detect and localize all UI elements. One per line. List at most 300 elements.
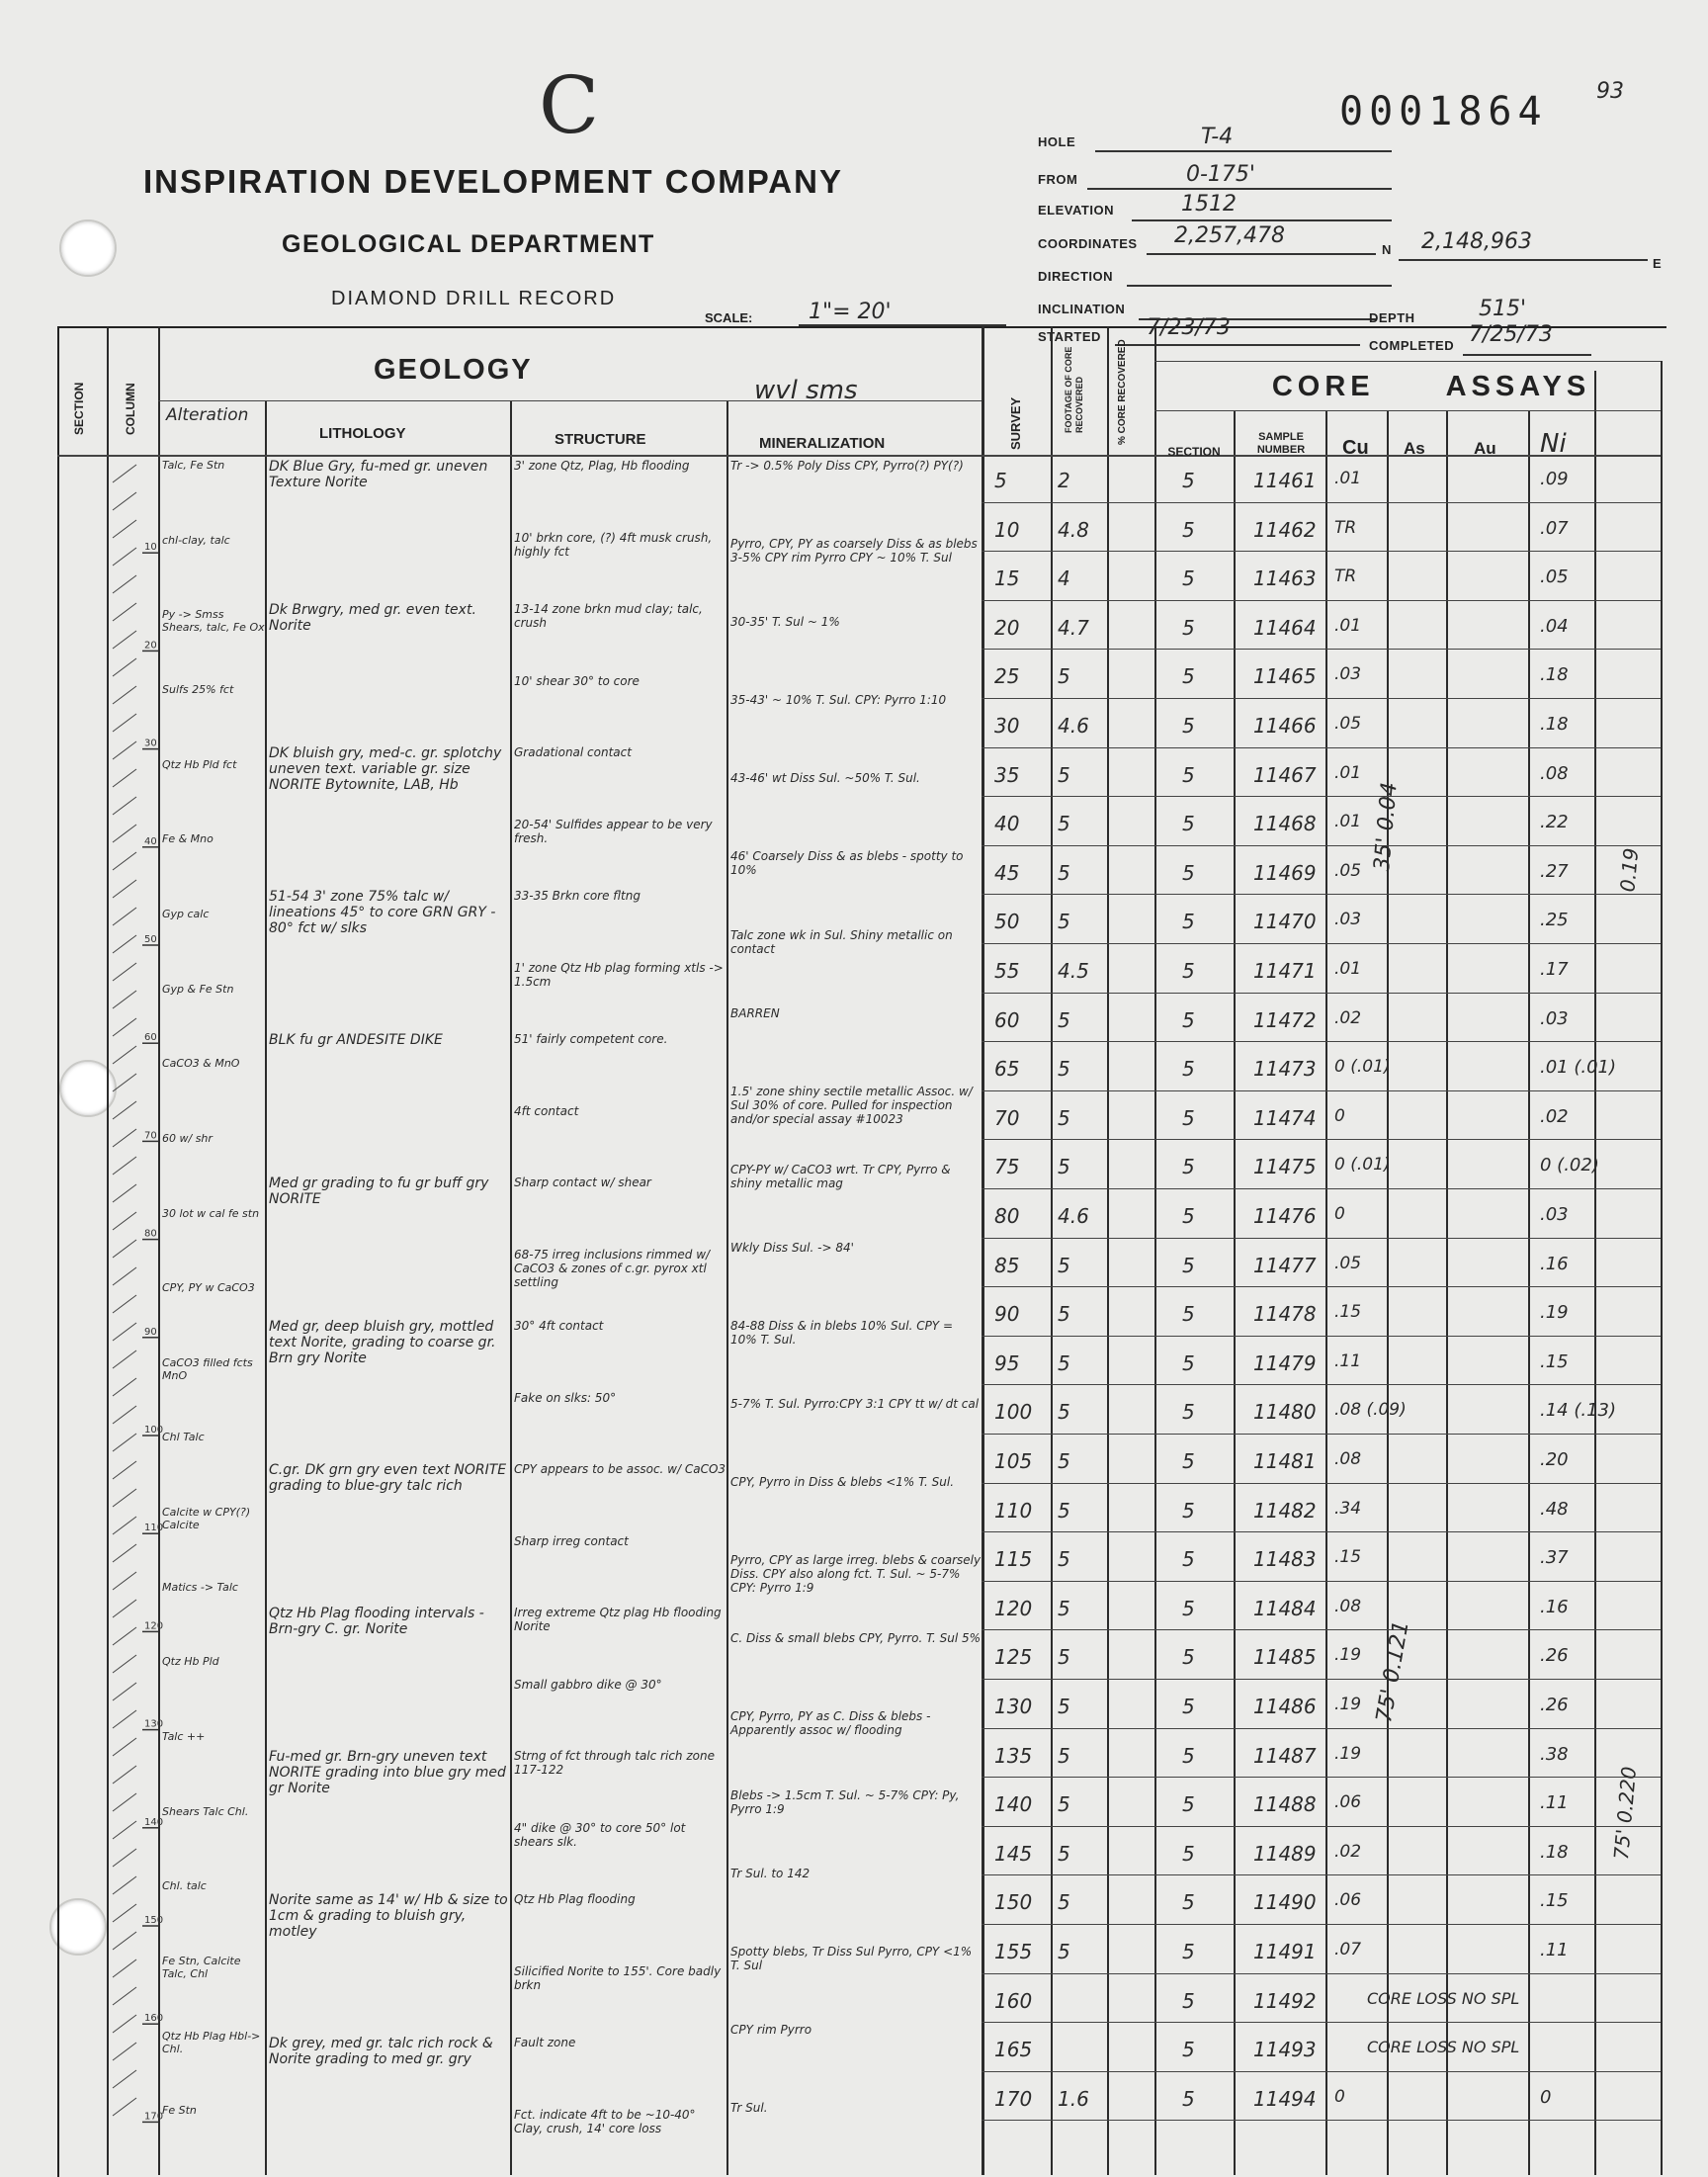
column-hatch [113, 1046, 136, 1064]
pct-core-header: % CORE RECOVERED [1117, 339, 1128, 445]
alteration-note: Qtz Hb Plag Hbl-> Chl. [162, 2029, 261, 2055]
survey-depth: 110 [994, 1498, 1033, 1523]
lithology-note: Qtz Hb Plag flooding intervals - Brn-gry C. gr. Norite [269, 1606, 484, 1637]
lithology-note: DK Blue Gry, fu-med gr. uneven Texture Norite [269, 459, 488, 490]
survey-depth: 120 [994, 1596, 1033, 1620]
column-hatch [113, 1793, 136, 1811]
row-line [982, 2071, 1661, 2072]
survey-depth: 155 [994, 1940, 1033, 1963]
section-value: 5 [1182, 1400, 1195, 1425]
lithology-note: Dk Brwgry, med gr. even text. Norite [269, 602, 476, 634]
footage-recovered: 5 [1058, 1743, 1070, 1768]
section-value: 5 [1182, 1743, 1195, 1768]
sample-number: 11474 [1253, 1105, 1317, 1130]
scale-value: 1"= 20' [799, 300, 1006, 326]
section-value: 5 [1182, 1841, 1195, 1866]
depth-tick-label: 40 [144, 835, 157, 847]
section-value: 5 [1182, 1988, 1195, 2013]
sample-number: 11464 [1253, 615, 1317, 640]
structure-note: Silicified Norite to 155'. Core badly brkn [514, 1963, 722, 1992]
record-type: DIAMOND DRILL RECORD [331, 288, 617, 309]
sample-number: 11490 [1253, 1890, 1317, 1915]
footage-recovered: 5 [1058, 1596, 1070, 1620]
row-line [982, 1090, 1661, 1091]
column-hatch [113, 658, 136, 676]
core-loss-note: CORE LOSS NO SPL [1367, 1988, 1520, 2008]
structure-note: Qtz Hb Plag flooding [514, 1892, 636, 1906]
row-line [982, 796, 1661, 797]
company-title: INSPIRATION DEVELOPMENT COMPANY [143, 163, 843, 200]
column-hatch [113, 1461, 136, 1479]
cu-value: 0 [1334, 1204, 1345, 1224]
sample-number: 11485 [1253, 1645, 1317, 1670]
section-value: 5 [1182, 1155, 1195, 1179]
section-value: 5 [1182, 1105, 1195, 1130]
cu-value: .08 (.09) [1334, 1400, 1407, 1421]
cu-value: .01 [1334, 762, 1362, 783]
footage-recovered: 5 [1058, 1645, 1070, 1670]
section-value: 5 [1182, 517, 1195, 542]
ni-value: .18 [1540, 664, 1569, 686]
ni-value: .16 [1540, 1596, 1569, 1617]
sample-number: 11486 [1253, 1695, 1317, 1718]
survey-depth: 145 [994, 1841, 1033, 1866]
sample-number: 11472 [1253, 1007, 1317, 1032]
sample-number: 11476 [1253, 1204, 1317, 1228]
coordinates-value: 2,257,478 [1174, 223, 1285, 248]
ni-value: .26 [1540, 1695, 1569, 1715]
elevation-label: ELEVATION [1038, 203, 1114, 218]
survey-depth: 80 [994, 1204, 1020, 1228]
column-hatch [113, 1904, 136, 1922]
mineralization-note: Pyrro, CPY as large irreg. blebs & coarsely Diss. CPY also along fct. T. Sul. ~ 5-7% CPY: Pyrro 1:9 [730, 1553, 982, 1596]
row-line [982, 1434, 1661, 1435]
cu-value: .08 [1334, 1449, 1362, 1469]
sample-number: 11494 [1253, 2086, 1317, 2111]
ni-value: 0 (.02) [1540, 1155, 1599, 1176]
sample-number: 11463 [1253, 566, 1317, 591]
completed-value: 7/25/73 [1469, 322, 1553, 347]
section-value: 5 [1182, 762, 1195, 787]
depth-tick-label: 140 [144, 1816, 164, 1828]
ni-value: .16 [1540, 1253, 1569, 1274]
section-value: 5 [1182, 1547, 1195, 1572]
column-hatch [113, 2043, 136, 2060]
depth-tick-label: 30 [144, 738, 157, 749]
column-hatch [113, 520, 136, 538]
ni-value: .48 [1540, 1498, 1569, 1520]
structure-note: Fct. indicate 4ft to be ~10-40° Clay, crush, 14' core loss [514, 2107, 696, 2135]
alteration-note: CaCO3 filled fcts MnO [162, 1355, 253, 1382]
direction-label: DIRECTION [1038, 269, 1113, 284]
mineralization-note: Tr -> 0.5% Poly Diss CPY, Pyrro(?) PY(?) [730, 459, 964, 473]
mineralization-note: Talc zone wk in Sul. Shiny metallic on contact [730, 927, 953, 956]
alteration-note: Matics -> Talc [162, 1580, 238, 1594]
survey-depth: 160 [994, 1988, 1033, 2013]
survey-depth: 135 [994, 1743, 1033, 1768]
mineralization-note: CPY-PY w/ CaCO3 wrt. Tr CPY, Pyrro & shiny metallic mag [730, 1162, 951, 1190]
column-hatch [113, 1184, 136, 1202]
structure-note: 4" dike @ 30° to core 50° lot shears slk. [514, 1820, 686, 1849]
row-line [982, 845, 1661, 846]
page-number: 93 [1596, 79, 1624, 104]
row-line [982, 2120, 1661, 2121]
section-value: 5 [1182, 1645, 1195, 1670]
cu-value: TR [1334, 517, 1357, 538]
ni-value: .02 [1540, 1105, 1569, 1127]
cu-value: 0 [1334, 2086, 1345, 2107]
column-hatch [113, 1987, 136, 2005]
section-value: 5 [1182, 2038, 1195, 2062]
mineralization-note: 30-35' T. Sul ~ 1% [730, 615, 840, 630]
cu-value: .34 [1334, 1498, 1362, 1519]
cu-value: .19 [1334, 1695, 1362, 1714]
alteration-header: Alteration [166, 405, 249, 425]
ni-average-note-2: 75' 0.220 [1609, 1765, 1642, 1862]
sample-number: 11481 [1253, 1449, 1317, 1473]
sample-number: 11475 [1253, 1155, 1317, 1179]
column-hatch [113, 492, 136, 510]
column-hatch [113, 935, 136, 953]
cu-value: .01 [1334, 469, 1362, 488]
sample-number: 11478 [1253, 1302, 1317, 1327]
ni-header: Ni [1540, 429, 1567, 459]
divider-end [1661, 361, 1663, 2175]
survey-depth: 95 [994, 1350, 1020, 1375]
ni-value: .15 [1540, 1890, 1569, 1912]
survey-depth: 115 [994, 1547, 1033, 1572]
footage-recovered: 5 [1058, 1498, 1070, 1523]
sample-number: 11470 [1253, 910, 1317, 934]
alteration-note: Shears Talc Chl. [162, 1804, 249, 1818]
handwritten-c-mark: C [539, 59, 600, 151]
row-line [982, 1139, 1661, 1140]
from-label: FROM [1038, 172, 1078, 187]
sample-number: 11471 [1253, 959, 1317, 983]
column-hatch [113, 1627, 136, 1645]
footage-recovered: 5 [1058, 812, 1070, 836]
column-hatch [113, 465, 136, 482]
survey-depth: 85 [994, 1253, 1020, 1277]
lithology-note: C.gr. DK grn gry even text NORITE grading to blue-gry talc rich [269, 1462, 507, 1494]
column-hatch [113, 1600, 136, 1617]
cu-value: 0 [1334, 1105, 1345, 1126]
lithology-note: 51-54 3' zone 75% talc w/ lineations 45° to core GRN GRY - 80° fct w/ slks [269, 889, 496, 936]
alteration-note: Fe Stn, Calcite Talc, Chl [162, 1955, 241, 1981]
survey-depth: 105 [994, 1449, 1033, 1473]
row-line [982, 1238, 1661, 1239]
column-hatch [113, 2015, 136, 2033]
depth-tick-label: 50 [144, 934, 157, 945]
alteration-note: Calcite w CPY(?) Calcite [162, 1506, 251, 1532]
survey-header: SURVEY [1008, 396, 1023, 450]
alteration-note: Py -> Smss Shears, talc, Fe Ox [162, 608, 265, 635]
row-line [982, 1483, 1661, 1484]
cu-average-note-1: 35' 0.04 [1370, 781, 1403, 873]
section-value: 5 [1182, 1253, 1195, 1277]
survey-depth: 170 [994, 2086, 1033, 2111]
column-hatch [113, 603, 136, 621]
section-value: 5 [1182, 1792, 1195, 1817]
footage-recovered: 4.6 [1058, 1204, 1089, 1228]
structure-note: Fake on slks: 50° [514, 1390, 617, 1405]
alteration-note: 30 lot w cal fe stn [162, 1206, 260, 1220]
completed-label: COMPLETED [1369, 338, 1455, 353]
alteration-note: chl-clay, talc [162, 533, 230, 547]
structure-note: 20-54' Sulfides appear to be very fresh. [514, 817, 713, 845]
structure-note: 1' zone Qtz Hb plag forming xtls -> 1.5cm [514, 960, 724, 989]
cu-value: .19 [1334, 1743, 1362, 1764]
footage-recovered: 5 [1058, 1400, 1070, 1425]
alteration-note: Fe & Mno [162, 832, 214, 846]
survey-depth: 90 [994, 1302, 1020, 1327]
column-hatch [113, 1074, 136, 1091]
section-value: 5 [1182, 1204, 1195, 1228]
column-hatch [113, 1683, 136, 1700]
footage-recovered: 5 [1058, 1155, 1070, 1179]
structure-header: STRUCTURE [555, 431, 646, 448]
mineralization-note: CPY rim Pyrro [730, 2022, 812, 2037]
footage-recovered: 5 [1058, 1792, 1070, 1817]
depth-tick-label: 70 [144, 1130, 157, 1142]
ni-value: .17 [1540, 959, 1569, 980]
column-hatch [113, 1849, 136, 1867]
ni-value: .11 [1540, 1792, 1569, 1814]
row-line [982, 551, 1661, 552]
sample-number: 11489 [1253, 1841, 1317, 1866]
direction-line [1127, 259, 1392, 287]
footage-recovered: 4 [1058, 566, 1070, 591]
column-hatch [113, 1655, 136, 1673]
row-line [982, 1777, 1661, 1778]
ni-value: .09 [1540, 469, 1569, 489]
assay-subheader-line [1154, 410, 1661, 411]
footage-recovered: 5 [1058, 1105, 1070, 1130]
geology-subheader-line [158, 400, 982, 401]
footage-recovered: 5 [1058, 1302, 1070, 1327]
lithology-note: Med gr, deep bluish gry, mottled text Norite, grading to coarse gr. Brn gry Norite [269, 1319, 496, 1366]
doc-number: 0001864 [1339, 89, 1548, 134]
column-hatch [113, 1267, 136, 1285]
depth-label: DEPTH [1369, 310, 1415, 325]
row-line [982, 1826, 1661, 1827]
column-hatch [113, 908, 136, 925]
ni-value: .19 [1540, 1302, 1569, 1324]
mineralization-header: MINERALIZATION [759, 435, 886, 452]
alteration-note: 60 w/ shr [162, 1131, 213, 1145]
mineralization-note: Pyrro, CPY, PY as coarsely Diss & as blebs 3-5% CPY rim Pyrro CPY ~ 10% T. Sul [730, 537, 978, 566]
assay-top-line [1154, 361, 1661, 362]
cu-value: .02 [1334, 1841, 1362, 1862]
section-value: 5 [1182, 1596, 1195, 1620]
survey-depth: 10 [994, 517, 1020, 542]
sample-number-header: SAMPLE NUMBER [1256, 431, 1306, 456]
geology-header: GEOLOGY [374, 354, 533, 386]
section-value: 5 [1182, 1302, 1195, 1327]
structure-note: CPY appears to be assoc. w/ CaCO3 [514, 1462, 726, 1476]
footage-header: FOOTAGE OF CORE RECOVERED [1064, 346, 1084, 433]
footage-recovered: 5 [1058, 1007, 1070, 1032]
alteration-column [160, 455, 263, 2175]
footage-recovered: 5 [1058, 762, 1070, 787]
survey-depth: 75 [994, 1155, 1020, 1179]
row-line [982, 993, 1661, 994]
section-value: 5 [1182, 664, 1195, 689]
cu-value: .11 [1334, 1350, 1362, 1371]
row-line [982, 1679, 1661, 1680]
column-hatch [113, 1101, 136, 1119]
sample-number: 11479 [1253, 1350, 1317, 1375]
depth-tick-label: 160 [144, 2013, 164, 2025]
ni-value: .08 [1540, 762, 1569, 784]
column-hatch [113, 769, 136, 787]
row-line [982, 600, 1661, 601]
sample-number: 11487 [1253, 1743, 1317, 1768]
geology-initials: wvl sms [754, 376, 858, 405]
row-line [982, 1924, 1661, 1925]
mineralization-note: C. Diss & small blebs CPY, Pyrro. T. Sul 5% [730, 1631, 982, 1646]
alteration-note: Talc ++ [162, 1730, 206, 1744]
section-value: 5 [1182, 1498, 1195, 1523]
survey-depth: 70 [994, 1105, 1020, 1130]
row-line [982, 1286, 1661, 1287]
structure-note: Irreg extreme Qtz plag Hb flooding Norite [514, 1606, 722, 1633]
cu-value: .01 [1334, 959, 1362, 979]
cu-value: .15 [1334, 1302, 1362, 1323]
ni-average-note-1: 0.19 [1615, 846, 1644, 894]
drill-record-table [57, 326, 1665, 2175]
cu-value: .01 [1334, 615, 1362, 636]
depth-tick-label: 110 [144, 1523, 164, 1534]
section-value: 5 [1182, 812, 1195, 836]
column-hatch [113, 1018, 136, 1036]
column-hatch [113, 1295, 136, 1313]
cu-value: .05 [1334, 1253, 1362, 1273]
column-hatch [113, 631, 136, 649]
column-hatch [113, 2070, 136, 2088]
section-value: 5 [1182, 1940, 1195, 1963]
section-value: 5 [1182, 1890, 1195, 1915]
alteration-note: Fe Stn [162, 2104, 197, 2118]
depth-tick-label: 80 [144, 1228, 157, 1240]
column-hatch [113, 1876, 136, 1894]
ni-value: .05 [1540, 566, 1569, 588]
structure-note: 33-35 Brkn core fltng [514, 889, 640, 903]
column-hatch [113, 548, 136, 566]
row-line [982, 1384, 1661, 1385]
footage-recovered: 2 [1058, 469, 1070, 492]
cu-value: 0 (.01) [1334, 1155, 1391, 1176]
footage-recovered: 5 [1058, 910, 1070, 934]
sample-number: 11467 [1253, 762, 1317, 787]
au-header: Au [1474, 439, 1496, 458]
section-value: 5 [1182, 959, 1195, 983]
depth-tick-label: 100 [144, 1425, 164, 1436]
mineralization-note: 35-43' ~ 10% T. Sul. CPY: Pyrro 1:10 [730, 693, 947, 708]
section-value: 5 [1182, 1695, 1195, 1718]
section-value: 5 [1182, 1057, 1195, 1082]
structure-note: Strng of fct through talc rich zone 117-122 [514, 1749, 715, 1777]
as-header: As [1404, 439, 1425, 458]
mineralization-note: 84-88 Diss & in blebs 10% Sul. CPY = 10% T. Sul. [730, 1319, 954, 1347]
alteration-note: Qtz Hb Pld [162, 1655, 219, 1669]
structure-note: Gradational contact [514, 745, 632, 759]
mineralization-note: Tr Sul. to 142 [730, 1866, 811, 1880]
row-line [982, 698, 1661, 699]
footage-recovered: 5 [1058, 1253, 1070, 1277]
survey-depth: 65 [994, 1057, 1020, 1082]
lithology-note: Fu-med gr. Brn-gry uneven text NORITE grading into blue gry med gr Norite [269, 1749, 506, 1796]
hole-label: HOLE [1038, 134, 1076, 149]
survey-depth: 150 [994, 1890, 1033, 1915]
footage-recovered: 1.6 [1058, 2086, 1089, 2111]
ni-value: .37 [1540, 1547, 1569, 1569]
sample-number: 11492 [1253, 1988, 1317, 2013]
survey-depth: 25 [994, 664, 1020, 689]
column-hatch [113, 825, 136, 842]
footage-recovered: 5 [1058, 1350, 1070, 1375]
ni-value: .27 [1540, 860, 1569, 882]
structure-note: 68-75 irreg inclusions rimmed w/ CaCO3 & zones of c.gr. pyrox xtl settling [514, 1247, 711, 1289]
structure-column [512, 455, 725, 2175]
structure-note: 30° 4ft contact [514, 1319, 604, 1333]
started-label: STARTED [1038, 329, 1101, 344]
survey-depth: 40 [994, 812, 1020, 836]
column-hatch [113, 1406, 136, 1424]
ni-value: .26 [1540, 1645, 1569, 1667]
row-line [982, 1973, 1661, 1974]
column-hatch [113, 1157, 136, 1175]
sample-number: 11484 [1253, 1596, 1317, 1620]
cu-value: .15 [1334, 1547, 1362, 1568]
footage-recovered: 4.7 [1058, 615, 1089, 640]
footage-recovered: 5 [1058, 860, 1070, 885]
survey-depth: 50 [994, 910, 1020, 934]
row-line [982, 1531, 1661, 1532]
alteration-note: Gyp calc [162, 907, 210, 920]
n-label: N [1382, 242, 1392, 257]
sample-number: 11482 [1253, 1498, 1317, 1523]
sample-number: 11488 [1253, 1792, 1317, 1817]
row-line [982, 747, 1661, 748]
mineralization-note: Blebs -> 1.5cm T. Sul. ~ 5-7% CPY: Py, Pyrro 1:9 [730, 1787, 960, 1816]
sample-number: 11491 [1253, 1940, 1317, 1963]
mineralization-note: 46' Coarsely Diss & as blebs - spotty to 10% [730, 849, 964, 878]
ni-value: .14 (.13) [1540, 1400, 1617, 1422]
structure-note: 10' brkn core, (?) 4ft musk crush, highly fct [514, 530, 713, 559]
survey-depth: 60 [994, 1007, 1020, 1032]
ni-value: .01 (.01) [1540, 1057, 1617, 1079]
cu-average-note-2: 75' 0.121 [1372, 1618, 1414, 1725]
survey-depth: 15 [994, 566, 1020, 591]
section-header: SECTION [72, 382, 86, 435]
sample-number: 11473 [1253, 1057, 1317, 1082]
sample-number: 11493 [1253, 2038, 1317, 2062]
footage-recovered: 4.8 [1058, 517, 1089, 542]
column-hatch [113, 880, 136, 898]
depth-tick-label: 130 [144, 1718, 164, 1730]
row-line [982, 1629, 1661, 1630]
survey-depth: 100 [994, 1400, 1033, 1425]
column-hatch [113, 1129, 136, 1147]
section-value: 5 [1182, 714, 1195, 738]
column-hatch [113, 686, 136, 704]
alteration-note: Chl Talc [162, 1431, 205, 1444]
column-hatch [113, 991, 136, 1008]
survey-depth: 125 [994, 1645, 1033, 1670]
e-label: E [1653, 256, 1663, 271]
department-title: GEOLOGICAL DEPARTMENT [282, 230, 655, 258]
